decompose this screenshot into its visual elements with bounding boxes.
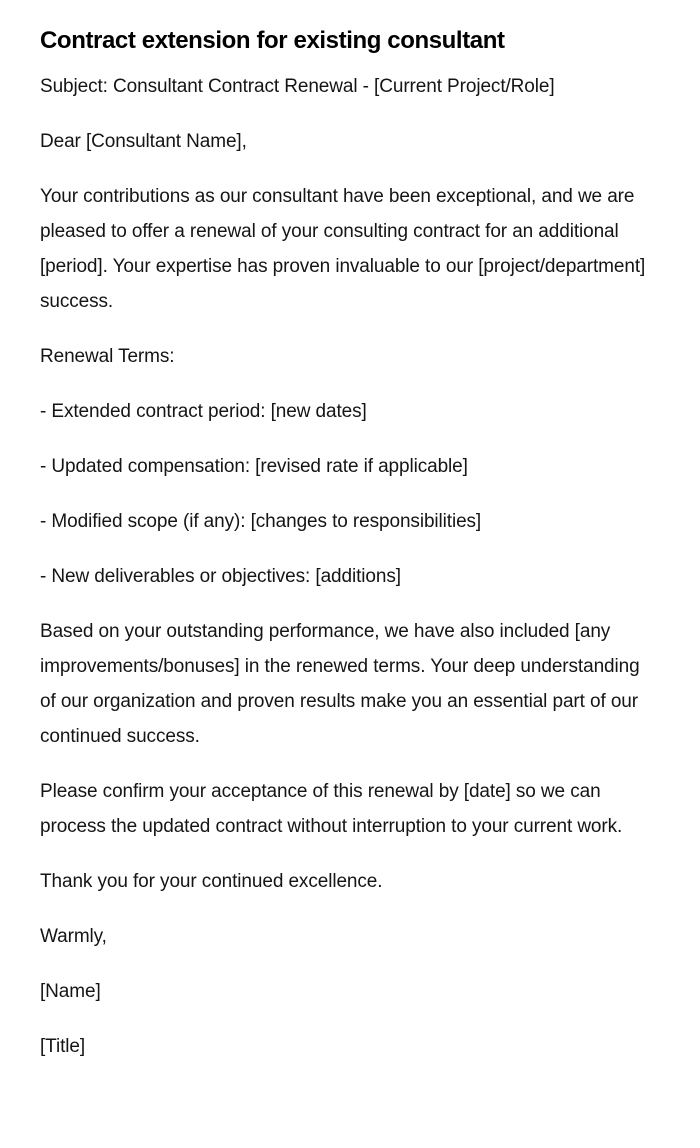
thanks-line: Thank you for your continued excellence. xyxy=(40,871,383,892)
terms-heading: Renewal Terms: xyxy=(40,346,175,367)
term-item-deliverables: - New deliverables or objectives: [additions] xyxy=(40,566,401,587)
confirmation-paragraph: Please confirm your acceptance of this renewal by [date] so we can process the updated contract without interruption to your current work. xyxy=(40,781,623,837)
closing-line: Warmly, xyxy=(40,926,107,947)
signature-title: [Title] xyxy=(40,1036,86,1057)
intro-paragraph: Your contributions as our consultant have been exceptional, and we are pleased to offer a renewal of your consulting contract for an additional [period]. Your expertise has proven invaluable to our [project/department] success. xyxy=(40,186,646,312)
term-item-period: - Extended contract period: [new dates] xyxy=(40,401,367,422)
performance-paragraph: Based on your outstanding performance, we have also included [any improvements/bonuses] in the renewed terms. Your deep understanding of our organization and proven results make you an essential part of our continued success. xyxy=(40,621,640,747)
subject-line: Subject: Consultant Contract Renewal - [Current Project/Role] xyxy=(40,76,555,97)
term-item-compensation: - Updated compensation: [revised rate if applicable] xyxy=(40,456,468,477)
document-title: Contract extension for existing consultant xyxy=(40,27,505,54)
signature-name: [Name] xyxy=(40,981,101,1002)
term-item-scope: - Modified scope (if any): [changes to responsibilities] xyxy=(40,511,482,532)
greeting: Dear [Consultant Name], xyxy=(40,131,247,152)
